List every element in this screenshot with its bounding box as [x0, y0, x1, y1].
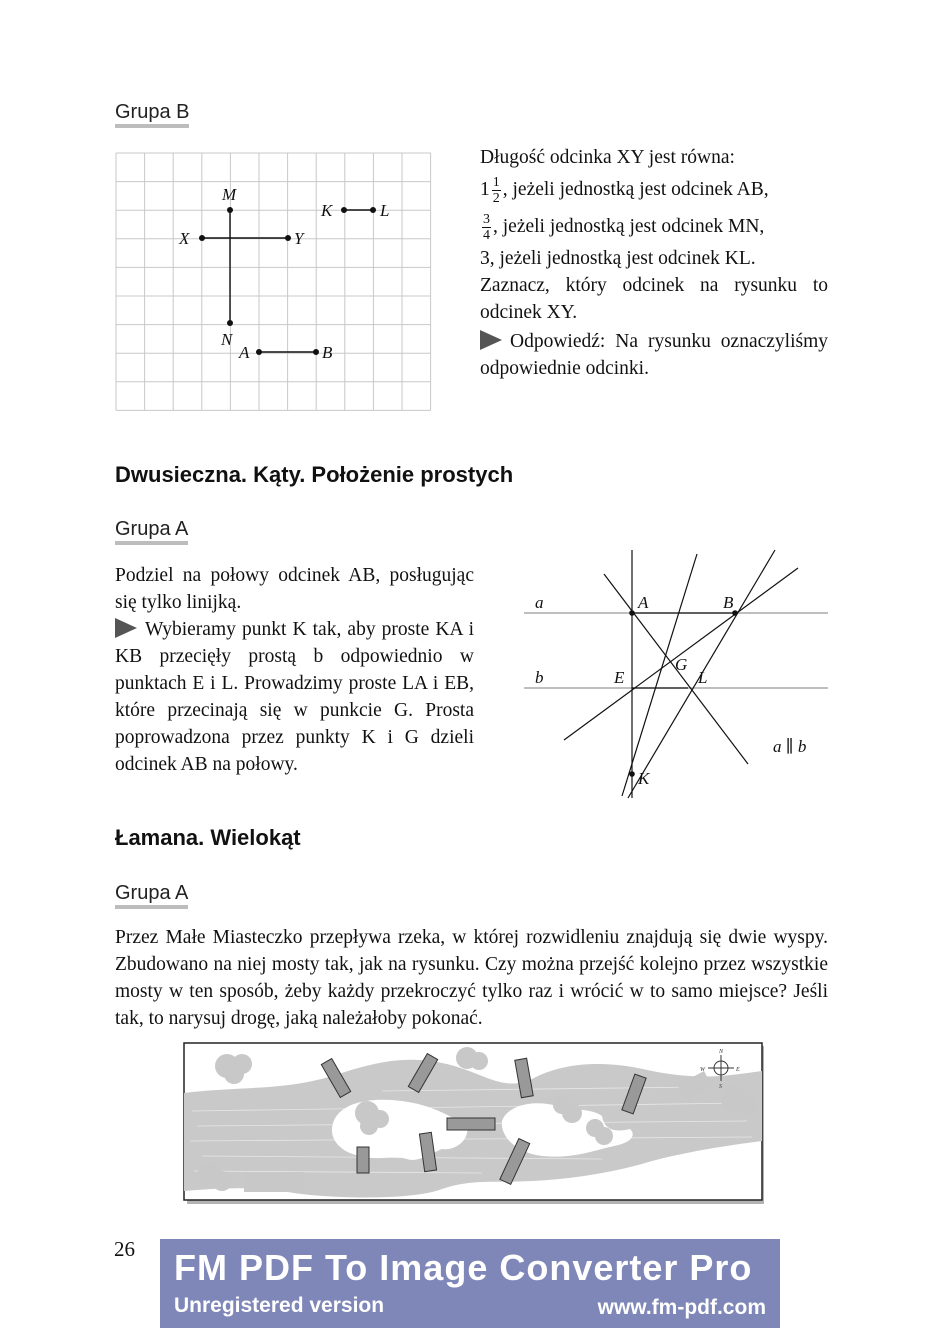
- point-label-a: A: [638, 593, 649, 612]
- arrow-icon: [115, 618, 137, 638]
- group-label-b: Grupa B: [115, 101, 189, 128]
- river-map: [182, 1041, 768, 1209]
- building: [244, 1172, 304, 1192]
- point-label-k: K: [638, 769, 650, 788]
- bridge: [357, 1147, 369, 1173]
- line-label-b: b: [535, 668, 544, 687]
- point-label-a: A: [239, 343, 250, 362]
- group-label-a-section2: Grupa A: [115, 518, 188, 545]
- point-label-l: L: [698, 668, 708, 687]
- bridge: [447, 1118, 495, 1130]
- point-label-x: X: [179, 229, 190, 248]
- task-section3: Przez Małe Miasteczko przepływa rzeka, w której rozwidleniu znajdują się dwie wyspy. Zbudowano na niej mosty tak, jak na rysunku. Czy można przejść kolejno przez wszystkie mosty w ten sposób, żeby każdy przekroczyć tylko raz i wrócić w to samo miejsce? Jeśli tak, to narysuj drogę, jaką należałoby pokonać.: [115, 927, 828, 1029]
- line-unit-ab: 1 $\frac{1}{2}$ , jeżeli jednostką jest odcinek AB,: [480, 175, 769, 206]
- point-label-m: M: [222, 185, 237, 204]
- arrow-icon: [480, 330, 502, 350]
- section2-text: [115, 562, 474, 778]
- point-label-g: G: [675, 655, 688, 674]
- watermark-banner: [160, 1239, 780, 1328]
- group-label-a-section3: Grupa A: [115, 882, 188, 909]
- answer-section2: Wybieramy punkt K tak, aby proste KA i KB przecięły prostą b odpowiednio w punktach E i L. Prowadzimy proste LA i EB, które przecinają się w punkcie G. Prosta poprowadzona przez punkty K i G dzieli odcinek AB na połowy.: [115, 619, 474, 775]
- watermark-subtitle: Unregistered version: [174, 1294, 385, 1317]
- point-label-b: B: [723, 593, 734, 612]
- compass-n: N: [719, 1049, 724, 1055]
- point-label-y: Y: [294, 229, 304, 248]
- point-label-b: B: [322, 343, 333, 362]
- line-unit-mn: $\frac{3}{4}$ , jeżeli jednostką jest odcinek MN,: [483, 212, 765, 243]
- compass-s: S: [719, 1084, 722, 1090]
- point-label-k: K: [321, 201, 333, 220]
- line-label-a: a: [535, 593, 544, 612]
- section-title-dwusieczna: Dwusieczna. Kąty. Położenie prostych: [115, 462, 514, 487]
- grupa-b-text: [480, 144, 828, 382]
- point-label-n: N: [221, 330, 233, 349]
- line-xy-length: Długość odcinka XY jest równa:: [480, 147, 735, 168]
- page-number: 26: [114, 1237, 135, 1261]
- line-unit-kl: 3, jeżeli jednostką jest odcinek KL.: [480, 248, 756, 269]
- grid-figure: [114, 151, 434, 413]
- parallel-lines-figure: [520, 546, 830, 802]
- parallel-note: a ∥ b: [773, 737, 807, 756]
- task-section2: Podziel na połowy odcinek AB, posługując się tylko linijką.: [115, 565, 474, 613]
- compass-e: E: [736, 1067, 740, 1073]
- section-title-lamana: Łamana. Wielokąt: [115, 825, 301, 850]
- line-mark-xy: Zaznacz, który odcinek na rysunku to odcinek XY.: [480, 275, 828, 323]
- watermark-title: FM PDF To Image Converter Pro: [174, 1247, 753, 1288]
- compass-w: W: [700, 1067, 705, 1073]
- answer-grupa-b: Odpowiedź: Na rysunku oznaczyliśmy odpowiednie odcinki.: [480, 331, 828, 379]
- point-label-l: L: [380, 201, 390, 220]
- point-label-e: E: [614, 668, 625, 687]
- watermark-url: www.fm-pdf.com: [597, 1296, 766, 1319]
